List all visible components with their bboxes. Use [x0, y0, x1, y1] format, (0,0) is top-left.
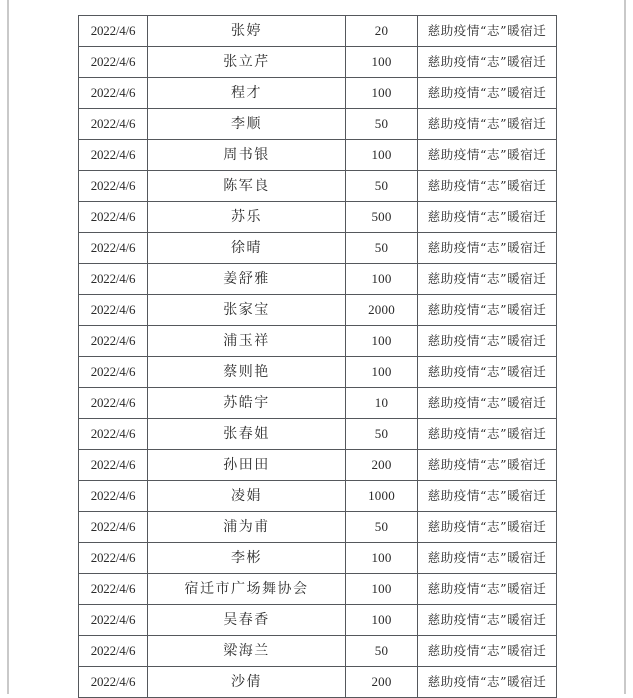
- cell-donor: 梁海兰: [148, 636, 346, 667]
- table-row: [79, 574, 557, 605]
- cell-date: 2022/4/6: [79, 512, 148, 543]
- cell-donor: 蔡则艳: [148, 357, 346, 388]
- cell-date: 2022/4/6: [79, 357, 148, 388]
- table-row: [79, 326, 557, 357]
- cell-donor: 沙倩: [148, 667, 346, 698]
- table-row: [79, 512, 557, 543]
- cell-date: 2022/4/6: [79, 78, 148, 109]
- cell-date: 2022/4/6: [79, 202, 148, 233]
- cell-campaign: 慈助疫情“志”暖宿迁: [418, 171, 557, 202]
- cell-campaign: 慈助疫情“志”暖宿迁: [418, 388, 557, 419]
- cell-donor: 张春姐: [148, 419, 346, 450]
- cell-date: 2022/4/6: [79, 326, 148, 357]
- cell-donor: 周书银: [148, 140, 346, 171]
- cell-campaign: 慈助疫情“志”暖宿迁: [418, 636, 557, 667]
- cell-amount: 100: [346, 326, 418, 357]
- cell-amount: 100: [346, 264, 418, 295]
- cell-date: 2022/4/6: [79, 47, 148, 78]
- table-row: [79, 171, 557, 202]
- table-row: [79, 78, 557, 109]
- table-row: [79, 202, 557, 233]
- cell-campaign: 慈助疫情“志”暖宿迁: [418, 574, 557, 605]
- cell-date: 2022/4/6: [79, 636, 148, 667]
- cell-campaign: 慈助疫情“志”暖宿迁: [418, 295, 557, 326]
- cell-campaign: 慈助疫情“志”暖宿迁: [418, 481, 557, 512]
- table-row: [79, 140, 557, 171]
- page-edge-right: [624, 0, 626, 694]
- cell-campaign: 慈助疫情“志”暖宿迁: [418, 109, 557, 140]
- table-row: [79, 233, 557, 264]
- cell-donor: 苏皓宇: [148, 388, 346, 419]
- cell-date: 2022/4/6: [79, 295, 148, 326]
- cell-amount: 100: [346, 47, 418, 78]
- cell-date: 2022/4/6: [79, 264, 148, 295]
- cell-donor: 吴春香: [148, 605, 346, 636]
- cell-amount: 100: [346, 605, 418, 636]
- table-row: [79, 16, 557, 47]
- table-row: [79, 295, 557, 326]
- cell-donor: 李顺: [148, 109, 346, 140]
- cell-amount: 500: [346, 202, 418, 233]
- cell-date: 2022/4/6: [79, 171, 148, 202]
- cell-date: 2022/4/6: [79, 450, 148, 481]
- cell-donor: 姜舒雅: [148, 264, 346, 295]
- cell-donor: 张婷: [148, 16, 346, 47]
- cell-campaign: 慈助疫情“志”暖宿迁: [418, 450, 557, 481]
- cell-campaign: 慈助疫情“志”暖宿迁: [418, 419, 557, 450]
- cell-date: 2022/4/6: [79, 543, 148, 574]
- cell-date: 2022/4/6: [79, 388, 148, 419]
- table-row: [79, 264, 557, 295]
- table-row: [79, 667, 557, 698]
- page-edge-left: [7, 0, 9, 694]
- cell-amount: 100: [346, 543, 418, 574]
- cell-amount: 50: [346, 171, 418, 202]
- cell-donor: 凌娟: [148, 481, 346, 512]
- cell-campaign: 慈助疫情“志”暖宿迁: [418, 326, 557, 357]
- table-row: [79, 605, 557, 636]
- cell-amount: 1000: [346, 481, 418, 512]
- cell-date: 2022/4/6: [79, 140, 148, 171]
- cell-amount: 100: [346, 78, 418, 109]
- cell-donor: 程才: [148, 78, 346, 109]
- cell-date: 2022/4/6: [79, 605, 148, 636]
- table-row: [79, 481, 557, 512]
- cell-donor: 张立芹: [148, 47, 346, 78]
- cell-campaign: 慈助疫情“志”暖宿迁: [418, 16, 557, 47]
- cell-donor: 陈军良: [148, 171, 346, 202]
- cell-campaign: 慈助疫情“志”暖宿迁: [418, 512, 557, 543]
- table-row: [79, 357, 557, 388]
- cell-campaign: 慈助疫情“志”暖宿迁: [418, 605, 557, 636]
- cell-campaign: 慈助疫情“志”暖宿迁: [418, 543, 557, 574]
- cell-amount: 10: [346, 388, 418, 419]
- cell-date: 2022/4/6: [79, 419, 148, 450]
- cell-donor: 宿迁市广场舞协会: [148, 574, 346, 605]
- table-row: [79, 109, 557, 140]
- cell-campaign: 慈助疫情“志”暖宿迁: [418, 264, 557, 295]
- cell-amount: 100: [346, 357, 418, 388]
- cell-campaign: 慈助疫情“志”暖宿迁: [418, 202, 557, 233]
- cell-date: 2022/4/6: [79, 16, 148, 47]
- cell-amount: 50: [346, 419, 418, 450]
- cell-date: 2022/4/6: [79, 667, 148, 698]
- donation-table-container: [78, 15, 556, 698]
- table-row: [79, 419, 557, 450]
- cell-campaign: 慈助疫情“志”暖宿迁: [418, 357, 557, 388]
- cell-amount: 50: [346, 233, 418, 264]
- cell-date: 2022/4/6: [79, 109, 148, 140]
- cell-donor: 孙田田: [148, 450, 346, 481]
- table-row: [79, 636, 557, 667]
- cell-amount: 50: [346, 512, 418, 543]
- cell-campaign: 慈助疫情“志”暖宿迁: [418, 233, 557, 264]
- cell-date: 2022/4/6: [79, 574, 148, 605]
- cell-donor: 张家宝: [148, 295, 346, 326]
- cell-campaign: 慈助疫情“志”暖宿迁: [418, 667, 557, 698]
- cell-amount: 200: [346, 450, 418, 481]
- cell-amount: 50: [346, 636, 418, 667]
- cell-date: 2022/4/6: [79, 233, 148, 264]
- cell-amount: 100: [346, 574, 418, 605]
- cell-campaign: 慈助疫情“志”暖宿迁: [418, 140, 557, 171]
- cell-campaign: 慈助疫情“志”暖宿迁: [418, 47, 557, 78]
- cell-donor: 浦玉祥: [148, 326, 346, 357]
- table-row: [79, 450, 557, 481]
- donation-table-body: [79, 16, 557, 698]
- cell-amount: 200: [346, 667, 418, 698]
- cell-donor: 徐晴: [148, 233, 346, 264]
- cell-date: 2022/4/6: [79, 481, 148, 512]
- cell-amount: 20: [346, 16, 418, 47]
- table-row: [79, 47, 557, 78]
- cell-campaign: 慈助疫情“志”暖宿迁: [418, 78, 557, 109]
- cell-amount: 50: [346, 109, 418, 140]
- cell-donor: 浦为甫: [148, 512, 346, 543]
- table-row: [79, 543, 557, 574]
- cell-amount: 2000: [346, 295, 418, 326]
- table-row: [79, 388, 557, 419]
- cell-amount: 100: [346, 140, 418, 171]
- cell-donor: 李彬: [148, 543, 346, 574]
- donation-table: [78, 15, 557, 698]
- cell-donor: 苏乐: [148, 202, 346, 233]
